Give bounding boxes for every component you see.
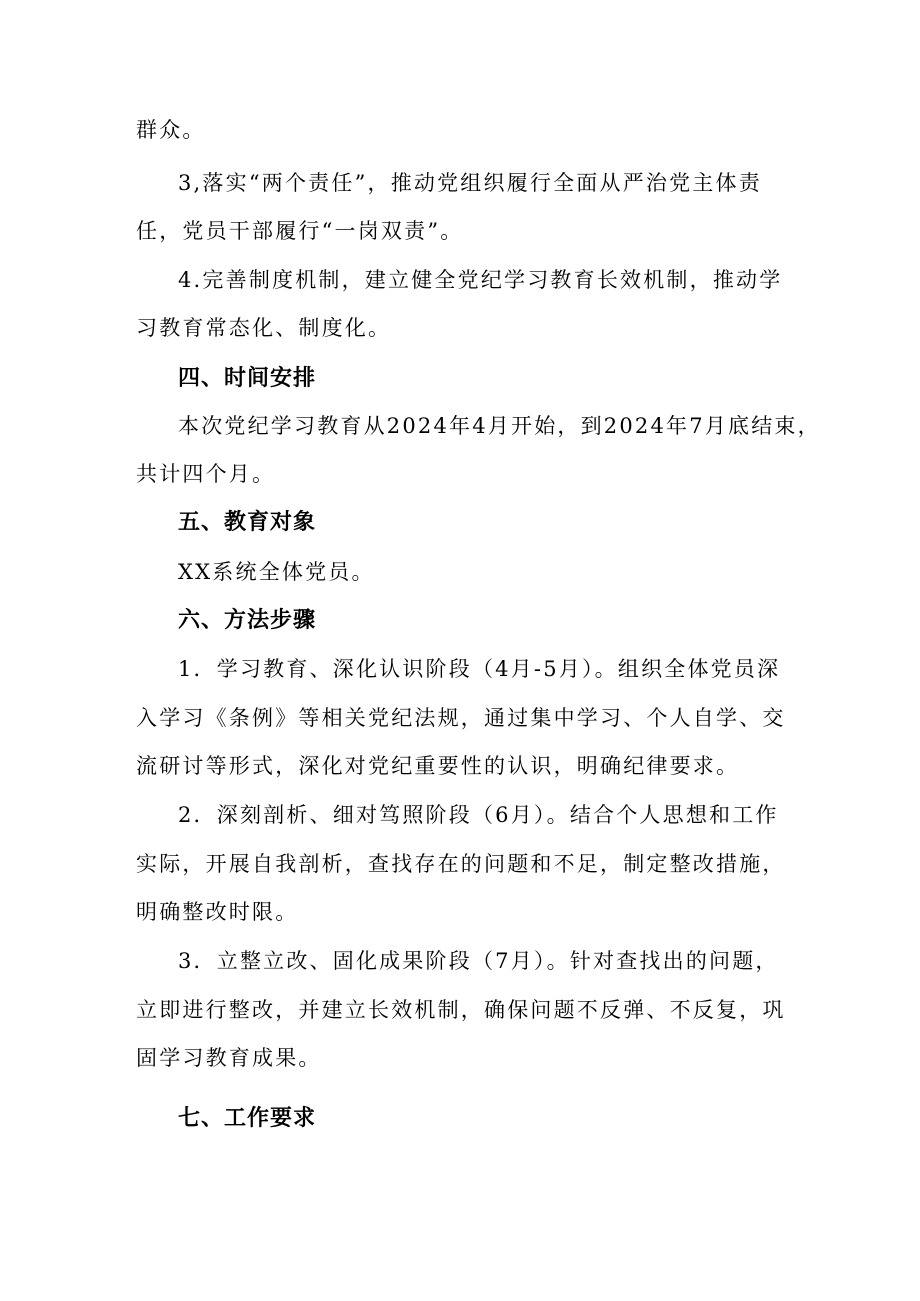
- paragraph-line: 3,落实“两个责任”，推动党组织履行全面从严治党主体责: [178, 171, 762, 195]
- paragraph-line: 4.完善制度机制，建立健全党纪学习教育长效机制，推动学: [178, 268, 783, 292]
- section-heading: 七、工作要求: [178, 1106, 317, 1131]
- paragraph-line: 3．立整立改、固化成果阶段（7月）。针对查找出的问题，: [178, 949, 779, 973]
- paragraph-line: 流研讨等形式，深化对党纪重要性的认识，明确纪律要求。: [136, 754, 740, 778]
- section-heading: 五、教育对象: [178, 510, 317, 535]
- paragraph-line: XX系统全体党员。: [178, 560, 375, 584]
- paragraph-line: 2．深刻剖析、细对笃照阶段（6月）。结合个人思想和工作: [178, 803, 779, 827]
- paragraph-line: 1．学习教育、深化认识阶段（4月-5月）。组织全体党员深: [178, 657, 781, 681]
- paragraph-line: 明确整改时限。: [136, 900, 299, 924]
- paragraph-line: 共计四个月。: [136, 462, 276, 486]
- paragraph-line: 本次党纪学习教育从2024年4月开始，到2024年7月底结束，: [178, 414, 821, 438]
- paragraph-line: 习教育常态化、制度化。: [136, 316, 392, 340]
- paragraph-line: 入学习《条例》等相关党纪法规，通过集中学习、个人自学、交: [136, 706, 786, 730]
- paragraph-line: 任，党员干部履行“一岗双责”。: [136, 219, 464, 243]
- paragraph-line: 群众。: [136, 118, 206, 142]
- paragraph-line: 立即进行整改，并建立长效机制，确保问题不反弹、不反复，巩: [136, 998, 786, 1022]
- paragraph-line: 实际，开展自我剖析，查找存在的问题和不足，制定整改措施，: [136, 852, 786, 876]
- paragraph-line: 固学习教育成果。: [136, 1046, 322, 1070]
- section-heading: 六、方法步骤: [178, 608, 317, 633]
- section-heading: 四、时间安排: [178, 366, 317, 391]
